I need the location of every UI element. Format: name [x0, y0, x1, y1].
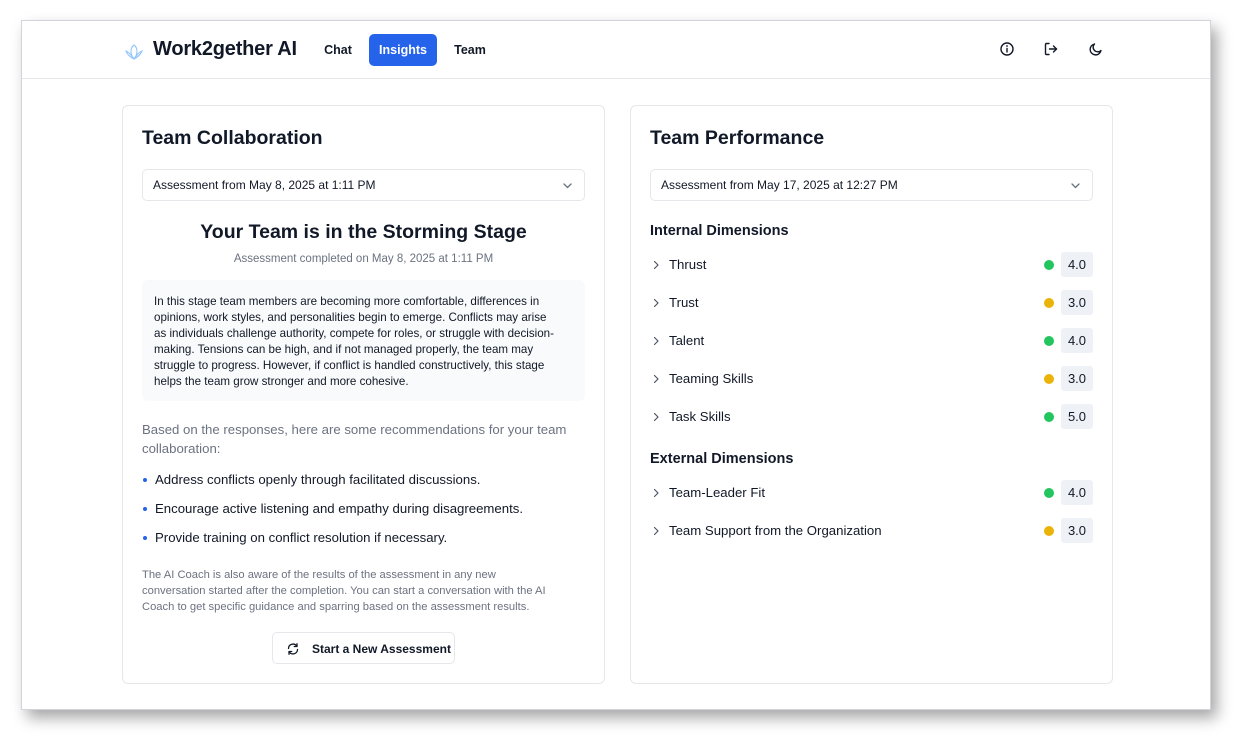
status-dot	[1044, 336, 1054, 346]
dimension-label: Talent	[669, 333, 705, 348]
description-line: as individuals challenge authority, compete for roles, or struggle with decision-	[154, 327, 554, 340]
nav-tab-chat[interactable]: Chat	[324, 43, 352, 57]
description-line: making. Tensions can be high, and if not managed properly, the team may	[154, 343, 534, 356]
logo-icon	[123, 41, 145, 63]
internal-dimensions-heading: Internal Dimensions	[650, 223, 789, 239]
description-line: helps the team grow stronger and more cohesive.	[154, 375, 409, 388]
bullet-icon	[143, 536, 147, 540]
dimension-score: 4.0	[1061, 480, 1093, 505]
recommendations-list	[142, 470, 587, 557]
refresh-icon	[286, 642, 300, 656]
bullet-icon	[143, 478, 147, 482]
dimension-score: 3.0	[1061, 366, 1093, 391]
chevron-right-icon	[651, 260, 661, 270]
chevron-right-icon	[651, 374, 661, 384]
reco-intro-line: Based on the responses, here are some recommendations for your team	[142, 422, 567, 437]
performance-title: Team Performance	[650, 127, 825, 149]
chevron-right-icon	[651, 526, 661, 536]
recommendation-item	[142, 470, 587, 499]
chevron-down-icon	[562, 180, 573, 191]
nav-tab-insights[interactable]: Insights	[369, 34, 437, 66]
external-dimensions-heading: External Dimensions	[650, 451, 794, 467]
reco-intro-line: collaboration:	[142, 441, 221, 456]
start-new-assessment-label: Start a New Assessment	[312, 642, 451, 656]
app-window	[21, 20, 1211, 710]
stage-description	[142, 280, 585, 401]
recommendation-text: Address conflicts openly through facilitated discussions.	[155, 472, 481, 487]
note-line: Coach to get specific guidance and sparring based on the assessment results.	[142, 601, 530, 613]
dimension-label: Team-Leader Fit	[669, 485, 766, 500]
dimension-row-teaming-skills[interactable]	[650, 366, 1093, 392]
logout-icon[interactable]	[1042, 40, 1060, 58]
brand-title: Work2gether AI	[153, 38, 297, 60]
description-line: In this stage team members are becoming more comfortable, differences in	[154, 295, 540, 308]
team-collaboration-card	[122, 105, 605, 684]
recommendation-item	[142, 528, 587, 557]
dimension-label: Team Support from the Organization	[669, 523, 882, 538]
recommendation-text: Provide training on conflict resolution if necessary.	[155, 530, 448, 545]
recommendation-text: Encourage active listening and empathy during disagreements.	[155, 501, 524, 516]
dimension-row-team-support[interactable]	[650, 518, 1093, 544]
nav-tab-team[interactable]: Team	[454, 43, 486, 57]
dimension-score: 4.0	[1061, 328, 1093, 353]
chevron-down-icon	[1070, 180, 1081, 191]
dimension-score: 3.0	[1061, 518, 1093, 543]
dimension-label: Thrust	[669, 257, 707, 272]
status-dot	[1044, 298, 1054, 308]
assessment-completed-text: Assessment completed on May 8, 2025 at 1:11 PM	[233, 253, 494, 265]
status-dot	[1044, 374, 1054, 384]
dimension-score: 3.0	[1061, 290, 1093, 315]
dimension-score: 5.0	[1061, 404, 1093, 429]
note-line: The AI Coach is also aware of the results of the assessment in any new	[142, 569, 496, 581]
status-dot	[1044, 488, 1054, 498]
dimension-row-talent[interactable]	[650, 328, 1093, 354]
dimension-row-task-skills[interactable]	[650, 404, 1093, 430]
ai-coach-note	[142, 567, 587, 615]
collaboration-title: Team Collaboration	[142, 127, 323, 149]
dimension-label: Task Skills	[669, 409, 731, 424]
recommendations-intro	[142, 420, 587, 458]
dimension-label: Teaming Skills	[669, 371, 754, 386]
dimension-score: 4.0	[1061, 252, 1093, 277]
performance-assessment-select[interactable]	[650, 169, 1093, 201]
collaboration-assessment-select[interactable]	[142, 169, 585, 201]
collaboration-select-value: Assessment from May 8, 2025 at 1:11 PM	[153, 178, 376, 192]
status-dot	[1044, 260, 1054, 270]
recommendation-item	[142, 499, 587, 528]
dimension-row-team-leader-fit[interactable]	[650, 480, 1093, 506]
status-dot	[1044, 526, 1054, 536]
note-line: conversation started after the completion. You can start a conversation with the AI	[142, 585, 546, 597]
moon-icon[interactable]	[1087, 40, 1105, 58]
dimension-label: Trust	[669, 295, 699, 310]
dimension-row-trust[interactable]	[650, 290, 1093, 316]
chevron-right-icon	[651, 488, 661, 498]
description-line: opinions, work styles, and personalities begin to emerge. Conflicts may arise	[154, 311, 547, 324]
info-icon[interactable]	[998, 40, 1016, 58]
chevron-right-icon	[651, 298, 661, 308]
chevron-right-icon	[651, 336, 661, 346]
team-performance-card	[630, 105, 1113, 684]
description-line: struggle to progress. However, if conflict is handled constructively, this stage	[154, 359, 545, 372]
top-header	[22, 21, 1211, 79]
dimension-row-thrust[interactable]	[650, 252, 1093, 278]
start-new-assessment-button[interactable]	[272, 632, 455, 664]
chevron-right-icon	[651, 412, 661, 422]
performance-select-value: Assessment from May 17, 2025 at 12:27 PM	[661, 178, 898, 192]
bullet-icon	[143, 507, 147, 511]
stage-title: Your Team is in the Storming Stage	[200, 221, 527, 243]
status-dot	[1044, 412, 1054, 422]
